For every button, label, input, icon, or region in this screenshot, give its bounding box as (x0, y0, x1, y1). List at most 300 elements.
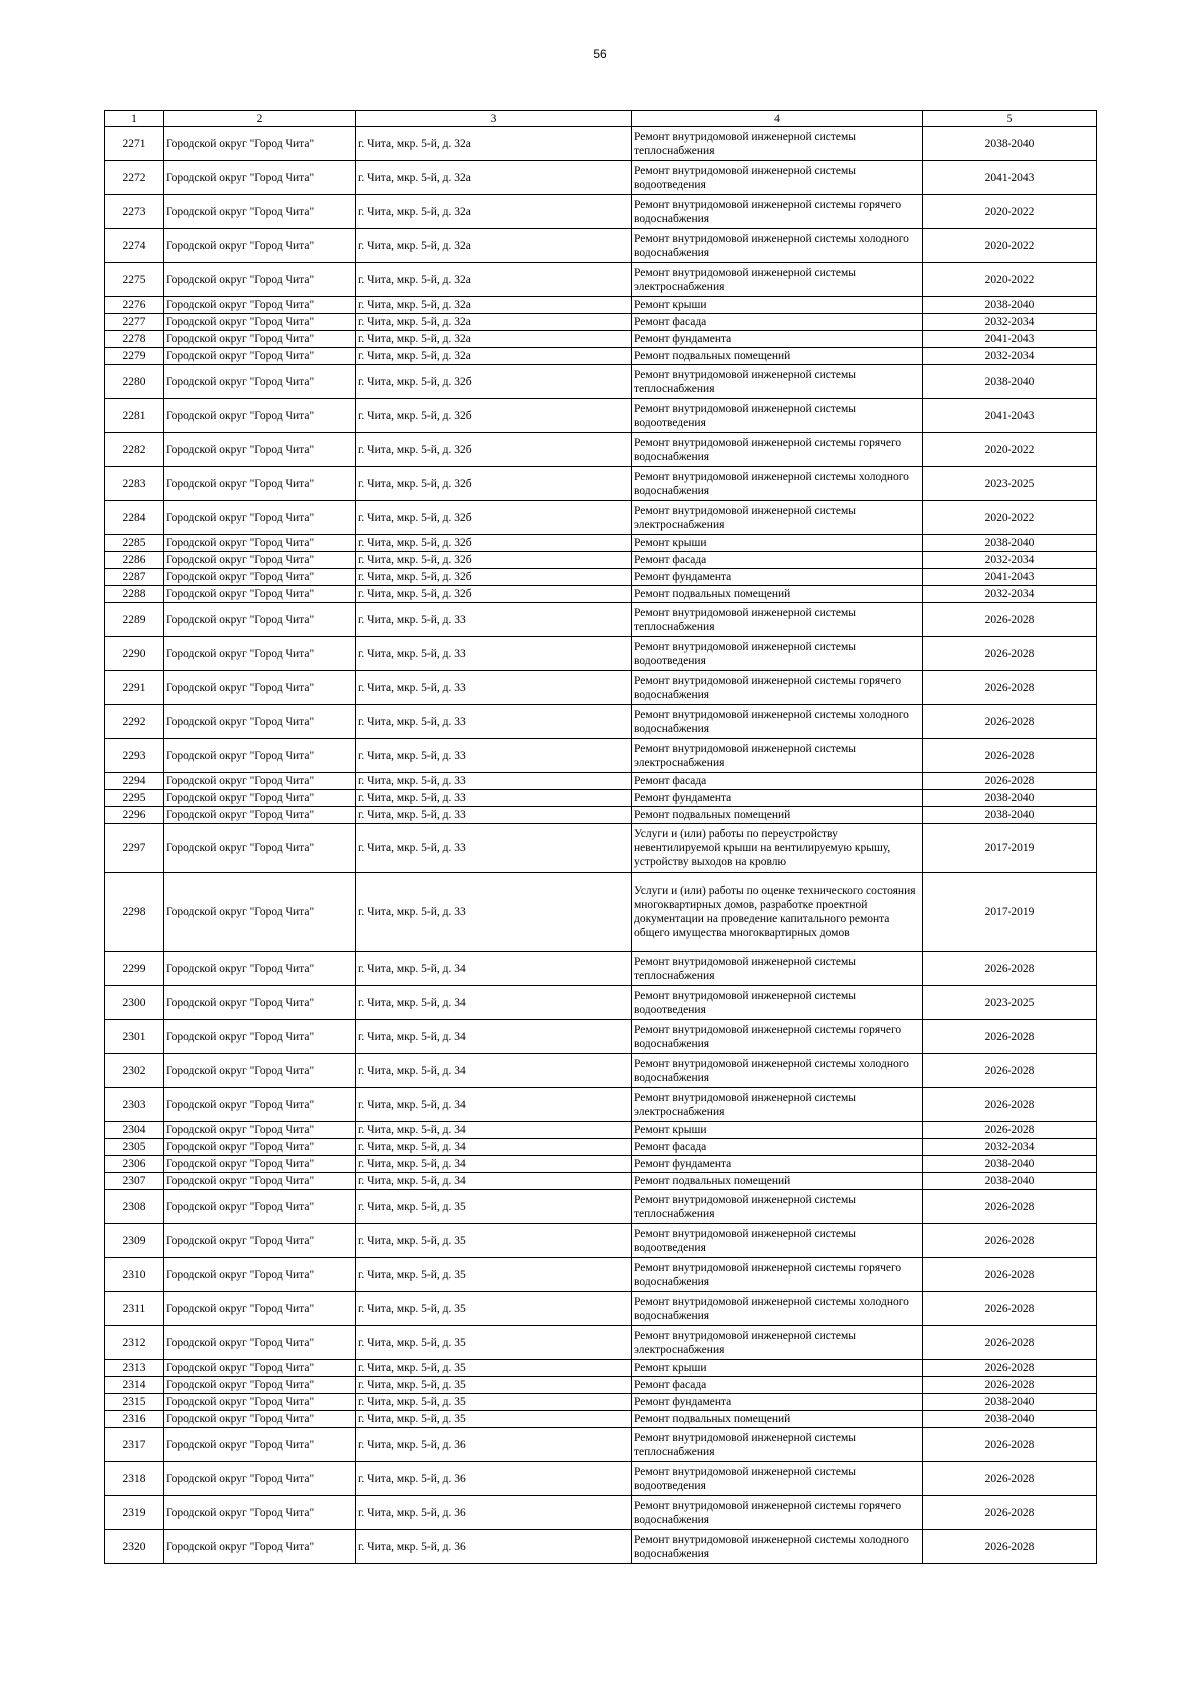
period-cell: 2020-2022 (923, 229, 1097, 263)
table-row (105, 467, 1097, 501)
work-type-cell: Ремонт внутридомовой инженерной системы теплоснабжения (632, 1428, 923, 1462)
work-type-cell: Ремонт внутридомовой инженерной системы теплоснабжения (632, 603, 923, 637)
row-number-cell: 2302 (105, 1054, 164, 1088)
work-type-cell: Услуги и (или) работы по оценке технического состояния многоквартирных домов, разработке проектной документации на проведение капитального ремонта общего имущества многоквартирных домов (632, 873, 923, 952)
address-cell: г. Чита, мкр. 5-й, д. 33 (356, 790, 632, 807)
table-row (105, 986, 1097, 1020)
address-cell: г. Чита, мкр. 5-й, д. 33 (356, 824, 632, 873)
municipality-cell: Городской округ "Город Чита" (164, 603, 356, 637)
municipality-cell: Городской округ "Город Чита" (164, 263, 356, 297)
table-row (105, 297, 1097, 314)
municipality-cell: Городской округ "Город Чита" (164, 1411, 356, 1428)
address-cell: г. Чита, мкр. 5-й, д. 33 (356, 739, 632, 773)
municipality-cell: Городской округ "Город Чита" (164, 127, 356, 161)
address-cell: г. Чита, мкр. 5-й, д. 35 (356, 1394, 632, 1411)
work-type-cell: Ремонт фундамента (632, 569, 923, 586)
period-cell: 2026-2028 (923, 671, 1097, 705)
table-row (105, 739, 1097, 773)
period-cell: 2017-2019 (923, 873, 1097, 952)
table-row (105, 1394, 1097, 1411)
work-type-cell: Ремонт фундамента (632, 1394, 923, 1411)
municipality-cell: Городской округ "Город Чита" (164, 790, 356, 807)
municipality-cell: Городской округ "Город Чита" (164, 1496, 356, 1530)
table-row (105, 535, 1097, 552)
period-cell: 2041-2043 (923, 161, 1097, 195)
row-number-cell: 2304 (105, 1122, 164, 1139)
row-number-cell: 2297 (105, 824, 164, 873)
row-number-cell: 2290 (105, 637, 164, 671)
table-row (105, 1156, 1097, 1173)
municipality-cell: Городской округ "Город Чита" (164, 297, 356, 314)
table-row (105, 1326, 1097, 1360)
table-row (105, 807, 1097, 824)
period-cell: 2026-2028 (923, 773, 1097, 790)
work-type-cell: Ремонт внутридомовой инженерной системы горячего водоснабжения (632, 1258, 923, 1292)
column-header-5: 5 (923, 111, 1097, 127)
address-cell: г. Чита, мкр. 5-й, д. 35 (356, 1190, 632, 1224)
municipality-cell: Городской округ "Город Чита" (164, 1360, 356, 1377)
table-row (105, 1020, 1097, 1054)
address-cell: г. Чита, мкр. 5-й, д. 35 (356, 1326, 632, 1360)
period-cell: 2020-2022 (923, 195, 1097, 229)
table-row (105, 1054, 1097, 1088)
address-cell: г. Чита, мкр. 5-й, д. 32а (356, 195, 632, 229)
table-row (105, 790, 1097, 807)
work-type-cell: Ремонт внутридомовой инженерной системы электроснабжения (632, 501, 923, 535)
row-number-cell: 2317 (105, 1428, 164, 1462)
table-row (105, 1258, 1097, 1292)
work-type-cell: Ремонт внутридомовой инженерной системы электроснабжения (632, 1088, 923, 1122)
table-row (105, 1462, 1097, 1496)
address-cell: г. Чита, мкр. 5-й, д. 36 (356, 1428, 632, 1462)
municipality-cell: Городской округ "Город Чита" (164, 637, 356, 671)
address-cell: г. Чита, мкр. 5-й, д. 32б (356, 535, 632, 552)
period-cell: 2026-2028 (923, 739, 1097, 773)
municipality-cell: Городской округ "Город Чита" (164, 1054, 356, 1088)
period-cell: 2026-2028 (923, 1088, 1097, 1122)
period-cell: 2038-2040 (923, 297, 1097, 314)
period-cell: 2026-2028 (923, 1054, 1097, 1088)
table-body (105, 127, 1097, 1564)
period-cell: 2026-2028 (923, 1258, 1097, 1292)
period-cell: 2032-2034 (923, 552, 1097, 569)
table-row (105, 314, 1097, 331)
row-number-cell: 2289 (105, 603, 164, 637)
row-number-cell: 2279 (105, 348, 164, 365)
row-number-cell: 2280 (105, 365, 164, 399)
address-cell: г. Чита, мкр. 5-й, д. 34 (356, 1054, 632, 1088)
row-number-cell: 2299 (105, 952, 164, 986)
period-cell: 2041-2043 (923, 569, 1097, 586)
municipality-cell: Городской округ "Город Чита" (164, 1139, 356, 1156)
row-number-cell: 2316 (105, 1411, 164, 1428)
address-cell: г. Чита, мкр. 5-й, д. 33 (356, 603, 632, 637)
row-number-cell: 2292 (105, 705, 164, 739)
work-type-cell: Ремонт внутридомовой инженерной системы теплоснабжения (632, 1190, 923, 1224)
row-number-cell: 2275 (105, 263, 164, 297)
municipality-cell: Городской округ "Город Чита" (164, 331, 356, 348)
row-number-cell: 2298 (105, 873, 164, 952)
row-number-cell: 2277 (105, 314, 164, 331)
municipality-cell: Городской округ "Город Чита" (164, 195, 356, 229)
table-row (105, 586, 1097, 603)
address-cell: г. Чита, мкр. 5-й, д. 34 (356, 986, 632, 1020)
address-cell: г. Чита, мкр. 5-й, д. 32б (356, 399, 632, 433)
municipality-cell: Городской округ "Город Чита" (164, 1326, 356, 1360)
row-number-cell: 2278 (105, 331, 164, 348)
table-row (105, 773, 1097, 790)
work-type-cell: Ремонт фасада (632, 1139, 923, 1156)
address-cell: г. Чита, мкр. 5-й, д. 35 (356, 1224, 632, 1258)
column-header-2: 2 (164, 111, 356, 127)
municipality-cell: Городской округ "Город Чита" (164, 986, 356, 1020)
table-row (105, 501, 1097, 535)
table-row (105, 399, 1097, 433)
period-cell: 2026-2028 (923, 1326, 1097, 1360)
period-cell: 2020-2022 (923, 501, 1097, 535)
row-number-cell: 2291 (105, 671, 164, 705)
address-cell: г. Чита, мкр. 5-й, д. 35 (356, 1292, 632, 1326)
work-type-cell: Ремонт внутридомовой инженерной системы водоотведения (632, 1462, 923, 1496)
period-cell: 2026-2028 (923, 1224, 1097, 1258)
address-cell: г. Чита, мкр. 5-й, д. 32а (356, 297, 632, 314)
column-header-3: 3 (356, 111, 632, 127)
period-cell: 2026-2028 (923, 1428, 1097, 1462)
row-number-cell: 2311 (105, 1292, 164, 1326)
municipality-cell: Городской округ "Город Чита" (164, 467, 356, 501)
period-cell: 2038-2040 (923, 1411, 1097, 1428)
municipality-cell: Городской округ "Город Чита" (164, 1156, 356, 1173)
municipality-cell: Городской округ "Город Чита" (164, 586, 356, 603)
row-number-cell: 2313 (105, 1360, 164, 1377)
table-row (105, 433, 1097, 467)
work-type-cell: Ремонт подвальных помещений (632, 1411, 923, 1428)
row-number-cell: 2285 (105, 535, 164, 552)
address-cell: г. Чита, мкр. 5-й, д. 34 (356, 952, 632, 986)
work-type-cell: Ремонт внутридомовой инженерной системы горячего водоснабжения (632, 1020, 923, 1054)
municipality-cell: Городской округ "Город Чита" (164, 569, 356, 586)
period-cell: 2026-2028 (923, 1020, 1097, 1054)
table-row (105, 637, 1097, 671)
address-cell: г. Чита, мкр. 5-й, д. 34 (356, 1173, 632, 1190)
address-cell: г. Чита, мкр. 5-й, д. 33 (356, 773, 632, 790)
address-cell: г. Чита, мкр. 5-й, д. 32а (356, 314, 632, 331)
address-cell: г. Чита, мкр. 5-й, д. 32б (356, 433, 632, 467)
address-cell: г. Чита, мкр. 5-й, д. 32б (356, 467, 632, 501)
row-number-cell: 2293 (105, 739, 164, 773)
address-cell: г. Чита, мкр. 5-й, д. 32а (356, 161, 632, 195)
municipality-cell: Городской округ "Город Чита" (164, 348, 356, 365)
work-type-cell: Ремонт внутридомовой инженерной системы водоотведения (632, 161, 923, 195)
address-cell: г. Чита, мкр. 5-й, д. 33 (356, 873, 632, 952)
municipality-cell: Городской округ "Город Чита" (164, 314, 356, 331)
table-row (105, 229, 1097, 263)
row-number-cell: 2300 (105, 986, 164, 1020)
table-row (105, 824, 1097, 873)
period-cell: 2026-2028 (923, 1122, 1097, 1139)
work-type-cell: Ремонт крыши (632, 1122, 923, 1139)
capital-repair-table (104, 110, 1097, 1564)
address-cell: г. Чита, мкр. 5-й, д. 32б (356, 501, 632, 535)
municipality-cell: Городской округ "Город Чита" (164, 1020, 356, 1054)
municipality-cell: Городской округ "Город Чита" (164, 1394, 356, 1411)
address-cell: г. Чита, мкр. 5-й, д. 34 (356, 1139, 632, 1156)
row-number-cell: 2272 (105, 161, 164, 195)
row-number-cell: 2307 (105, 1173, 164, 1190)
work-type-cell: Ремонт фасада (632, 552, 923, 569)
municipality-cell: Городской округ "Город Чита" (164, 552, 356, 569)
period-cell: 2026-2028 (923, 1190, 1097, 1224)
municipality-cell: Городской округ "Город Чита" (164, 873, 356, 952)
work-type-cell: Ремонт подвальных помещений (632, 807, 923, 824)
address-cell: г. Чита, мкр. 5-й, д. 32а (356, 263, 632, 297)
work-type-cell: Ремонт фасада (632, 773, 923, 790)
row-number-cell: 2286 (105, 552, 164, 569)
address-cell: г. Чита, мкр. 5-й, д. 35 (356, 1258, 632, 1292)
address-cell: г. Чита, мкр. 5-й, д. 35 (356, 1411, 632, 1428)
row-number-cell: 2305 (105, 1139, 164, 1156)
column-header-4: 4 (632, 111, 923, 127)
row-number-cell: 2318 (105, 1462, 164, 1496)
work-type-cell: Ремонт внутридомовой инженерной системы горячего водоснабжения (632, 671, 923, 705)
period-cell: 2026-2028 (923, 1530, 1097, 1564)
table-row (105, 671, 1097, 705)
period-cell: 2032-2034 (923, 1139, 1097, 1156)
row-number-cell: 2319 (105, 1496, 164, 1530)
table-row (105, 348, 1097, 365)
table-row (105, 1428, 1097, 1462)
column-header-1: 1 (105, 111, 164, 127)
table-row (105, 1088, 1097, 1122)
work-type-cell: Ремонт внутридомовой инженерной системы водоотведения (632, 637, 923, 671)
municipality-cell: Городской округ "Город Чита" (164, 1462, 356, 1496)
period-cell: 2023-2025 (923, 986, 1097, 1020)
work-type-cell: Ремонт фундамента (632, 790, 923, 807)
address-cell: г. Чита, мкр. 5-й, д. 36 (356, 1462, 632, 1496)
row-number-cell: 2295 (105, 790, 164, 807)
table-row (105, 1139, 1097, 1156)
work-type-cell: Ремонт внутридомовой инженерной системы теплоснабжения (632, 952, 923, 986)
municipality-cell: Городской округ "Город Чита" (164, 535, 356, 552)
table-row (105, 365, 1097, 399)
table-row (105, 1173, 1097, 1190)
work-type-cell: Ремонт внутридомовой инженерной системы электроснабжения (632, 739, 923, 773)
period-cell: 2032-2034 (923, 314, 1097, 331)
address-cell: г. Чита, мкр. 5-й, д. 34 (356, 1020, 632, 1054)
work-type-cell: Ремонт подвальных помещений (632, 1173, 923, 1190)
address-cell: г. Чита, мкр. 5-й, д. 34 (356, 1122, 632, 1139)
address-cell: г. Чита, мкр. 5-й, д. 33 (356, 637, 632, 671)
period-cell: 2026-2028 (923, 1360, 1097, 1377)
period-cell: 2041-2043 (923, 399, 1097, 433)
period-cell: 2026-2028 (923, 1462, 1097, 1496)
address-cell: г. Чита, мкр. 5-й, д. 36 (356, 1496, 632, 1530)
work-type-cell: Услуги и (или) работы по переустройству невентилируемой крыши на вентилируемую крышу, устройству выходов на кровлю (632, 824, 923, 873)
work-type-cell: Ремонт внутридомовой инженерной системы теплоснабжения (632, 127, 923, 161)
row-number-cell: 2301 (105, 1020, 164, 1054)
municipality-cell: Городской округ "Город Чита" (164, 1428, 356, 1462)
municipality-cell: Городской округ "Город Чита" (164, 365, 356, 399)
period-cell: 2038-2040 (923, 1156, 1097, 1173)
row-number-cell: 2312 (105, 1326, 164, 1360)
table-row (105, 603, 1097, 637)
period-cell: 2026-2028 (923, 637, 1097, 671)
row-number-cell: 2273 (105, 195, 164, 229)
period-cell: 2038-2040 (923, 365, 1097, 399)
row-number-cell: 2306 (105, 1156, 164, 1173)
municipality-cell: Городской округ "Город Чита" (164, 501, 356, 535)
municipality-cell: Городской округ "Город Чита" (164, 705, 356, 739)
municipality-cell: Городской округ "Город Чита" (164, 1122, 356, 1139)
row-number-cell: 2309 (105, 1224, 164, 1258)
address-cell: г. Чита, мкр. 5-й, д. 32а (356, 331, 632, 348)
work-type-cell: Ремонт крыши (632, 1360, 923, 1377)
table-row (105, 195, 1097, 229)
period-cell: 2038-2040 (923, 1173, 1097, 1190)
row-number-cell: 2310 (105, 1258, 164, 1292)
row-number-cell: 2294 (105, 773, 164, 790)
table-row (105, 1292, 1097, 1326)
period-cell: 2026-2028 (923, 1496, 1097, 1530)
work-type-cell: Ремонт фундамента (632, 331, 923, 348)
work-type-cell: Ремонт внутридомовой инженерной системы электроснабжения (632, 263, 923, 297)
work-type-cell: Ремонт внутридомовой инженерной системы холодного водоснабжения (632, 1054, 923, 1088)
period-cell: 2038-2040 (923, 535, 1097, 552)
table-row (105, 952, 1097, 986)
row-number-cell: 2314 (105, 1377, 164, 1394)
work-type-cell: Ремонт внутридомовой инженерной системы горячего водоснабжения (632, 195, 923, 229)
municipality-cell: Городской округ "Город Чита" (164, 229, 356, 263)
period-cell: 2026-2028 (923, 705, 1097, 739)
table-row (105, 127, 1097, 161)
period-cell: 2026-2028 (923, 1292, 1097, 1326)
table-row (105, 1377, 1097, 1394)
period-cell: 2023-2025 (923, 467, 1097, 501)
address-cell: г. Чита, мкр. 5-й, д. 32б (356, 552, 632, 569)
work-type-cell: Ремонт внутридомовой инженерной системы водоотведения (632, 399, 923, 433)
municipality-cell: Городской округ "Город Чита" (164, 399, 356, 433)
row-number-cell: 2271 (105, 127, 164, 161)
municipality-cell: Городской округ "Город Чита" (164, 824, 356, 873)
period-cell: 2032-2034 (923, 348, 1097, 365)
table-row (105, 331, 1097, 348)
row-number-cell: 2296 (105, 807, 164, 824)
work-type-cell: Ремонт фасада (632, 1377, 923, 1394)
address-cell: г. Чита, мкр. 5-й, д. 33 (356, 671, 632, 705)
period-cell: 2026-2028 (923, 1377, 1097, 1394)
work-type-cell: Ремонт внутридомовой инженерной системы водоотведения (632, 1224, 923, 1258)
work-type-cell: Ремонт крыши (632, 297, 923, 314)
municipality-cell: Городской округ "Город Чита" (164, 161, 356, 195)
period-cell: 2020-2022 (923, 263, 1097, 297)
work-type-cell: Ремонт внутридомовой инженерной системы горячего водоснабжения (632, 1496, 923, 1530)
row-number-cell: 2283 (105, 467, 164, 501)
municipality-cell: Городской округ "Город Чита" (164, 739, 356, 773)
row-number-cell: 2274 (105, 229, 164, 263)
municipality-cell: Городской округ "Город Чита" (164, 1258, 356, 1292)
address-cell: г. Чита, мкр. 5-й, д. 32а (356, 127, 632, 161)
row-number-cell: 2282 (105, 433, 164, 467)
table-row (105, 1224, 1097, 1258)
municipality-cell: Городской округ "Город Чита" (164, 433, 356, 467)
table-row (105, 1411, 1097, 1428)
period-cell: 2038-2040 (923, 127, 1097, 161)
table-row (105, 1530, 1097, 1564)
work-type-cell: Ремонт внутридомовой инженерной системы холодного водоснабжения (632, 1292, 923, 1326)
table-row (105, 705, 1097, 739)
period-cell: 2032-2034 (923, 586, 1097, 603)
municipality-cell: Городской округ "Город Чита" (164, 1224, 356, 1258)
work-type-cell: Ремонт подвальных помещений (632, 586, 923, 603)
work-type-cell: Ремонт внутридомовой инженерной системы холодного водоснабжения (632, 467, 923, 501)
municipality-cell: Городской округ "Город Чита" (164, 952, 356, 986)
work-type-cell: Ремонт внутридомовой инженерной системы холодного водоснабжения (632, 1530, 923, 1564)
address-cell: г. Чита, мкр. 5-й, д. 32б (356, 569, 632, 586)
municipality-cell: Городской округ "Город Чита" (164, 1292, 356, 1326)
table-row (105, 161, 1097, 195)
work-type-cell: Ремонт крыши (632, 535, 923, 552)
period-cell: 2038-2040 (923, 1394, 1097, 1411)
work-type-cell: Ремонт внутридомовой инженерной системы горячего водоснабжения (632, 433, 923, 467)
work-type-cell: Ремонт внутридомовой инженерной системы теплоснабжения (632, 365, 923, 399)
page-number: 56 (593, 47, 607, 61)
table-row (105, 873, 1097, 952)
municipality-cell: Городской округ "Город Чита" (164, 1190, 356, 1224)
period-cell: 2038-2040 (923, 807, 1097, 824)
municipality-cell: Городской округ "Город Чита" (164, 1530, 356, 1564)
table-row (105, 1360, 1097, 1377)
row-number-cell: 2320 (105, 1530, 164, 1564)
municipality-cell: Городской округ "Город Чита" (164, 1088, 356, 1122)
address-cell: г. Чита, мкр. 5-й, д. 33 (356, 705, 632, 739)
municipality-cell: Городской округ "Город Чита" (164, 1377, 356, 1394)
row-number-cell: 2315 (105, 1394, 164, 1411)
row-number-cell: 2287 (105, 569, 164, 586)
table-row (105, 1190, 1097, 1224)
table-row (105, 569, 1097, 586)
work-type-cell: Ремонт фасада (632, 314, 923, 331)
row-number-cell: 2308 (105, 1190, 164, 1224)
municipality-cell: Городской округ "Город Чита" (164, 807, 356, 824)
work-type-cell: Ремонт внутридомовой инженерной системы электроснабжения (632, 1326, 923, 1360)
row-number-cell: 2303 (105, 1088, 164, 1122)
work-type-cell: Ремонт внутридомовой инженерной системы холодного водоснабжения (632, 229, 923, 263)
address-cell: г. Чита, мкр. 5-й, д. 34 (356, 1156, 632, 1173)
work-type-cell: Ремонт внутридомовой инженерной системы водоотведения (632, 986, 923, 1020)
period-cell: 2026-2028 (923, 952, 1097, 986)
table-row (105, 552, 1097, 569)
address-cell: г. Чита, мкр. 5-й, д. 36 (356, 1530, 632, 1564)
period-cell: 2041-2043 (923, 331, 1097, 348)
row-number-cell: 2284 (105, 501, 164, 535)
work-type-cell: Ремонт внутридомовой инженерной системы холодного водоснабжения (632, 705, 923, 739)
work-type-cell: Ремонт фундамента (632, 1156, 923, 1173)
address-cell: г. Чита, мкр. 5-й, д. 32б (356, 365, 632, 399)
table-row (105, 1122, 1097, 1139)
address-cell: г. Чита, мкр. 5-й, д. 33 (356, 807, 632, 824)
address-cell: г. Чита, мкр. 5-й, д. 35 (356, 1377, 632, 1394)
address-cell: г. Чита, мкр. 5-й, д. 32б (356, 586, 632, 603)
period-cell: 2026-2028 (923, 603, 1097, 637)
row-number-cell: 2288 (105, 586, 164, 603)
municipality-cell: Городской округ "Город Чита" (164, 671, 356, 705)
period-cell: 2017-2019 (923, 824, 1097, 873)
table-row (105, 1496, 1097, 1530)
municipality-cell: Городской округ "Город Чита" (164, 773, 356, 790)
header-row (105, 111, 1097, 127)
table-row (105, 263, 1097, 297)
address-cell: г. Чита, мкр. 5-й, д. 32а (356, 229, 632, 263)
